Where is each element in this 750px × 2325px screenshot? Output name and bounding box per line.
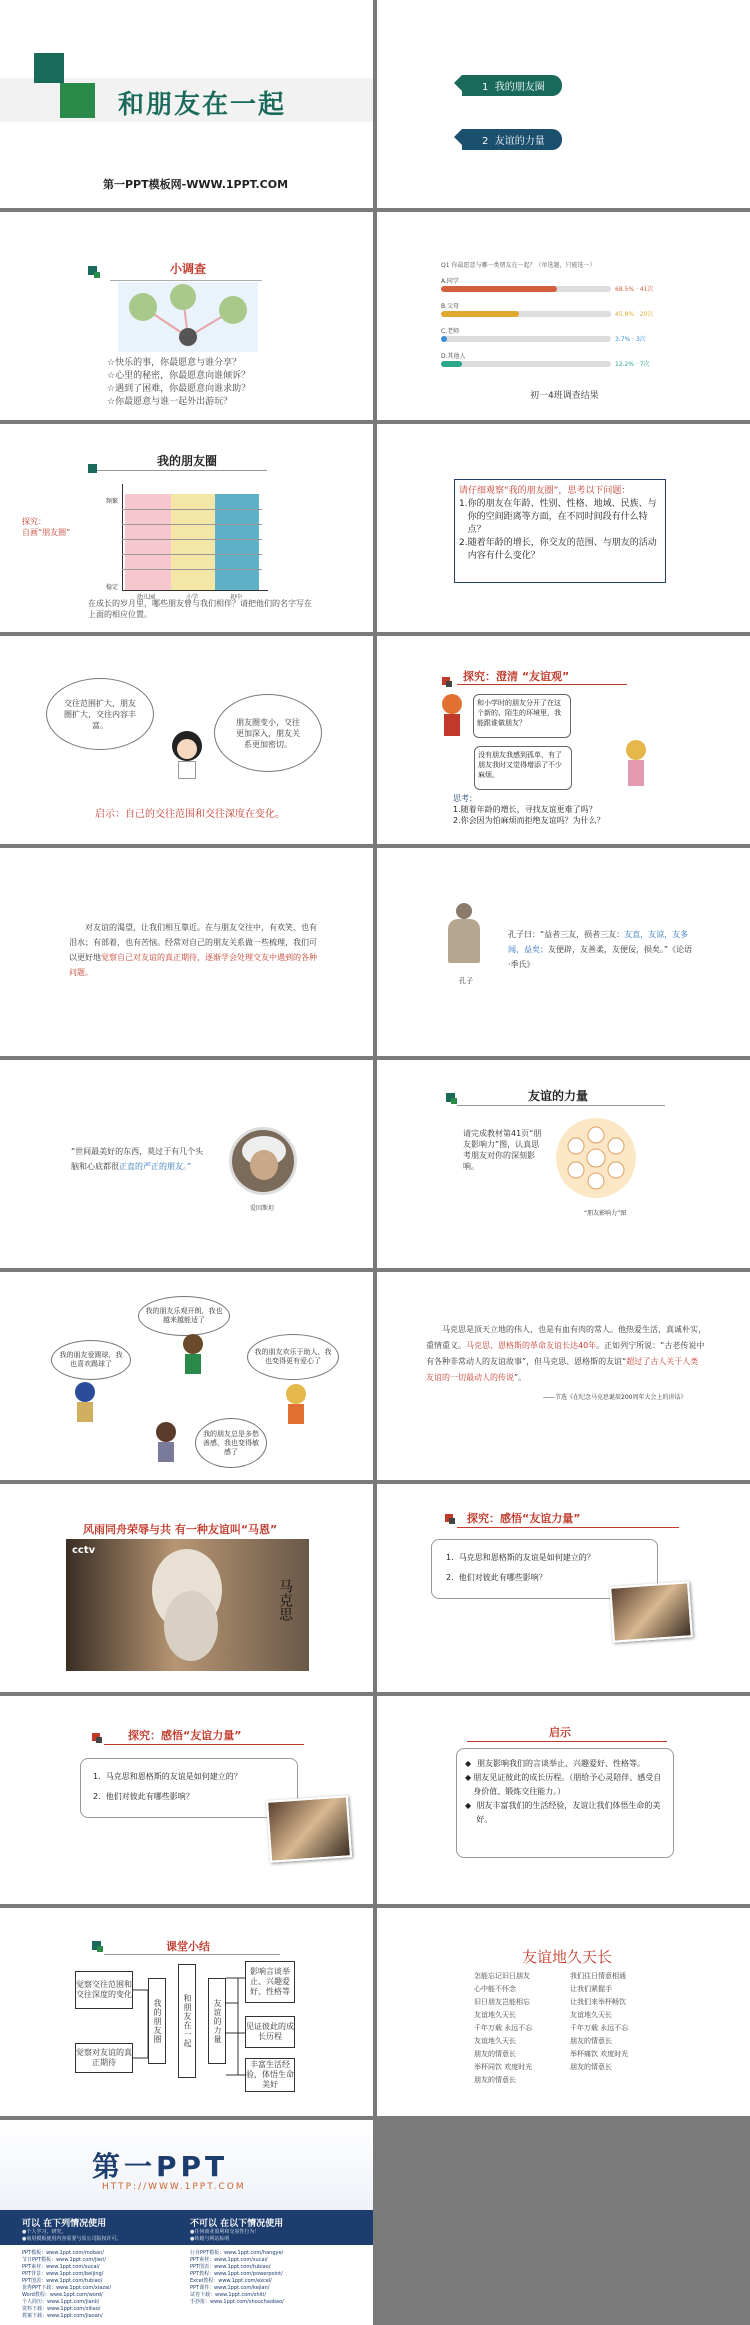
credits-links-left <box>22 2250 111 2320</box>
x-label-2: 小学 <box>186 594 199 601</box>
credits-url: HTTP://WWW.1PPT.COM <box>102 2182 246 2192</box>
song-line: 怎能忘记旧日朋友 <box>474 1972 530 1980</box>
slide1-footer: 第一PPT模板网-WWW.1PPT.COM <box>103 178 289 191</box>
song-line: 朋友的情意长 <box>570 2037 612 2045</box>
credit-link[interactable]: Excel教程：www.1ppt.com/excel/ <box>190 2278 272 2284</box>
bullet-square <box>88 464 97 473</box>
marx-hl2: 超过了古人关于人类友谊的一切最动人的传说 <box>426 1357 699 1382</box>
question-2: 随着年龄的增长，你交友的范围、与朋友的活动内容有什么变化？ <box>467 538 657 561</box>
credit-link[interactable]: 教案下载：www.1ppt.com/jiaoan/ <box>22 2313 103 2319</box>
bubble-2 <box>474 746 572 790</box>
song-line: 朋友的情意长 <box>474 2050 516 2058</box>
influence-petals-icon <box>556 1118 636 1198</box>
cctv-logo: cctv <box>72 1545 96 1556</box>
credit-link[interactable]: PPT素材：www.1ppt.com/sucai/ <box>22 2264 100 2270</box>
marx-engels-photo <box>609 1581 693 1642</box>
poll-option-label: A.同学 <box>441 278 459 285</box>
power-caption: “朋友影响力”图 <box>584 1210 627 1217</box>
poll-option-value: 3.7% · 3次 <box>615 336 646 343</box>
credit-link[interactable]: 手抄报：www.1ppt.com/shouchaobao/ <box>190 2299 284 2305</box>
slide-survey <box>0 212 373 420</box>
song-line: 举杯同饮 欢度时光 <box>474 2063 533 2071</box>
power-title: 友谊的力量 <box>528 1089 589 1103</box>
credit-link[interactable]: PPT课件：www.1ppt.com/kejian/ <box>190 2285 270 2291</box>
slide-feel-power <box>377 1484 750 1692</box>
marx-hl1: 马克思、恩格斯的革命友谊长达40年 <box>466 1341 597 1350</box>
summary-left-2 <box>75 2043 133 2073</box>
poll-option-value: 12.2% · 7次 <box>615 361 650 368</box>
friends-network-icon <box>118 282 258 352</box>
marx-p3: ”。 <box>514 1373 527 1382</box>
bubble-top <box>138 1296 230 1336</box>
feel2-q2: 他们对彼此有哪些影响？ <box>105 1792 194 1801</box>
credits-deny-2: ●转载与网站标明 <box>190 2236 230 2242</box>
summary-right-1-text: 影响言谈举止、兴趣爱好、性格等 <box>250 1967 290 1996</box>
toc-arrow-1 <box>454 75 462 91</box>
summary-left-1 <box>75 1971 133 2009</box>
grid-line <box>122 524 262 525</box>
insight-1: 朋友影响我们的言谈举止、兴趣爱好、性格等。 <box>477 1759 645 1768</box>
insight-3: 朋友丰富我们的生活经验，友谊让我们体悟生命的美好。 <box>476 1801 661 1824</box>
slide-confucius <box>377 848 750 1056</box>
summary-right-2-text: 见证彼此的成长历程 <box>246 2022 294 2041</box>
quote-part-1: 孔子曰：“益者三友，损者三友： <box>508 930 625 939</box>
poll-option-value: 45.8% · 20次 <box>615 311 654 318</box>
toc-num-2: 2 <box>482 136 489 147</box>
slide-toc <box>377 0 750 208</box>
survey-title-rule <box>110 280 262 281</box>
song-line: 朋友的情意长 <box>570 2063 612 2071</box>
toc-item-2[interactable] <box>462 129 562 150</box>
questions-box <box>454 479 666 583</box>
bullet-square-small <box>94 272 100 278</box>
kid-figure-icon <box>153 1422 179 1464</box>
slide-summary <box>0 1908 373 2116</box>
marx-engels-photo <box>266 1795 352 1863</box>
song-line: 旧日朋友岂能相忘 <box>474 1998 530 2006</box>
credits-deny-1: ●任何商业盈利和交易性行为！ <box>190 2229 260 2235</box>
toc-arrow-2 <box>454 129 462 145</box>
song-line: 友谊地久天长 <box>570 2011 612 2019</box>
summary-mid-3-text: 友谊的力量 <box>213 1998 222 2044</box>
insight-2: 朋友见证彼此的成长历程。（朋给予心灵陪伴、感受自身价值、锻炼交往能力。） <box>473 1773 662 1796</box>
insight-rule <box>467 1741 667 1742</box>
summary-title: 课堂小结 <box>166 1940 210 1953</box>
song-title: 友谊地久天长 <box>522 1948 613 1966</box>
credit-link[interactable]: 行业PPT模板：www.1ppt.com/hangye/ <box>190 2250 284 2256</box>
einstein-portrait <box>229 1127 297 1195</box>
slide-survey-result <box>377 212 750 420</box>
circle-title-rule <box>97 470 267 471</box>
feel-title: 探究：感悟“友谊力量” <box>467 1512 581 1525</box>
bullet-square-small <box>446 681 452 687</box>
song-right-column <box>570 1970 628 2074</box>
grid-line <box>122 569 262 570</box>
reflection-highlight: 觉察自己对友谊的真正期待，逐渐学会处理交友中遇到的各种问题。 <box>69 953 317 977</box>
credits-deny: 不可以 在以下情况使用 <box>190 2219 284 2229</box>
questions-list: 1. 你的朋友在年龄、性别、性格、地域、民族、与你的空间距离等方面，在不同时间段有什么特点？ 2. 随着年龄的增长，你交友的范围、与朋友的活动内容有什么变化？ <box>459 498 659 563</box>
toc-num-1: 1 <box>482 82 489 93</box>
summary-rule <box>104 1954 280 1955</box>
logo-square-a <box>34 53 64 83</box>
video-title: 风雨同舟荣辱与共 有一种友谊叫“马恩” <box>83 1523 278 1536</box>
y-label-top: 频繁 <box>106 498 119 505</box>
logo-square-b <box>60 83 95 118</box>
summary-right-1 <box>245 1961 295 2003</box>
slide-questions <box>377 424 750 632</box>
circle-title: 我的朋友圈 <box>157 454 218 468</box>
survey-q2: ☆心里的秘密，你最愿意向谁倾诉？ <box>107 371 251 381</box>
slide-auld-lang-syne <box>377 1908 750 2116</box>
bubble-bottom-text: 我的朋友总是多愁善感，我也变得敏感了 <box>203 1429 259 1456</box>
slide-influence <box>0 1272 373 1480</box>
side-note-1: 探究： <box>22 517 46 526</box>
survey-title: 小调查 <box>170 262 207 276</box>
feel2-q1: 马克思和恩格斯的友谊是如何建立的？ <box>105 1772 242 1781</box>
song-line: 朋友的情意长 <box>474 2076 516 2084</box>
summary-left-2-text: 觉察对友谊的真正期待 <box>76 2048 132 2067</box>
kid-figure-icon <box>283 1384 309 1426</box>
credits-links-right <box>190 2250 284 2306</box>
confucius-name: 孔子 <box>459 977 473 985</box>
credit-link[interactable]: PPT背景：www.1ppt.com/beijing/ <box>22 2271 104 2277</box>
view-rule <box>457 684 627 685</box>
survey-illustration <box>118 282 258 352</box>
credits-logo: 第一PPT <box>92 2150 229 2183</box>
slide-marx-video <box>0 1484 373 1692</box>
credits-bar <box>0 2210 373 2245</box>
power-rule <box>457 1105 665 1106</box>
video-caption: 马克思 <box>277 1579 293 1621</box>
questions-lead: 请仔细观察“我的朋友圈”，思考以下问题： <box>459 486 631 496</box>
slide-title <box>0 0 373 208</box>
bubble-2-text: 没有朋友我感到孤单，有了朋友我时又觉得增添了不少麻烦。 <box>478 751 562 779</box>
think-1: 1.随着年龄的增长，寻找友谊更难了吗？ <box>453 805 597 814</box>
poll-bar-track <box>441 361 611 367</box>
clouds-caption: 启示：自己的交往范围和交往深度在变化。 <box>95 809 285 820</box>
credit-link[interactable]: PPT教程：www.1ppt.com/powerpoint/ <box>190 2271 283 2277</box>
einstein-name: 爱因斯坦 <box>250 1205 275 1212</box>
insight-title: 启示 <box>549 1726 571 1739</box>
confucius-statue-icon <box>444 903 484 963</box>
poll-bar-fill <box>441 311 519 317</box>
marx-text <box>426 1322 706 1386</box>
feel2-rule <box>104 1744 304 1745</box>
kid-figure-icon <box>72 1382 98 1424</box>
credit-link[interactable]: PPT图表：www.1ppt.com/tubiao/ <box>22 2278 103 2284</box>
poll-bar-track <box>441 336 611 342</box>
credit-link[interactable]: 个人简历：www.1ppt.com/jianli/ <box>22 2299 100 2305</box>
feel2-box: 1. 马克思和恩格斯的友谊是如何建立的？ 2. 他们对彼此有哪些影响？ <box>80 1758 298 1818</box>
cloud-right-text: 朋友圈变小，交往更加深入，朋友关系更加密切。 <box>236 717 300 749</box>
grid-line <box>122 539 262 540</box>
bullet-square-small <box>449 1518 455 1524</box>
cloud-left <box>46 678 154 750</box>
y-label-bottom: 稳定 <box>106 584 119 591</box>
summary-right-3-text: 丰富生活经验，体悟生命美好 <box>246 2060 294 2089</box>
summary-right-3 <box>245 2058 295 2092</box>
quote-part-2: 友直，友谅，友多闻，益矣； <box>508 930 689 954</box>
think-2: 2.你会因为怕麻烦而拒绝友谊吗？为什么？ <box>453 816 605 825</box>
slide-friend-circle <box>0 424 373 632</box>
einstein-quote-2: 正直的严正的朋友。” <box>119 1162 192 1171</box>
marx-p2: 。正如列宁所说：“古老传说中有各种非常动人的友谊故事”，但马克思、恩格斯的友谊“ <box>426 1341 705 1366</box>
x-label-3: 初中 <box>230 594 243 601</box>
slide-einstein <box>0 1060 373 1268</box>
circle-caption <box>88 598 358 620</box>
summary-mid-1-text: 我的朋友圈 <box>153 1998 162 2044</box>
toc-item-1[interactable] <box>462 75 562 96</box>
song-line: 友谊地久天长 <box>474 2011 516 2019</box>
insight-box: ◆ 朋友影响我们的言谈举止、兴趣爱好、性格等。 ◆ 朋友见证彼此的成长历程。（朋给予心灵陪伴、感受自身价值、锻炼交往能力。） ◆ 朋友丰富我们的生活经验，友谊让我们体悟生命的美好。 <box>456 1748 674 1858</box>
quote-part-3: 友便辟，友善柔，友便佞，损矣。”《论语·季氏》 <box>508 945 693 969</box>
poll-option-label: C.老师 <box>441 328 460 335</box>
credit-link[interactable]: PPT模板：www.1ppt.com/moban/ <box>22 2250 104 2256</box>
credit-link[interactable]: 优秀PPT下载：www.1ppt.com/xiazai/ <box>22 2285 112 2291</box>
confucius-quote <box>508 927 693 972</box>
marx-video-frame[interactable] <box>66 1539 309 1671</box>
song-line: 举杯痛饮 欢度时光 <box>570 2050 629 2058</box>
poll-caption: 初一4班调查结果 <box>530 391 599 401</box>
credit-link[interactable]: PPT图表：www.1ppt.com/tubiao/ <box>190 2264 271 2270</box>
power-text: 请完成教材第41页“朋友影响力”图，认真思考朋友对你的深刻影响。 <box>463 1129 542 1171</box>
cloud-left-text: 交往范围扩大，朋友圈扩大，交往内容丰富。 <box>64 698 136 730</box>
summary-connectors <box>133 1963 245 2093</box>
feel-box: 1. 马克思和恩格斯的友谊是如何建立的？ 2. 他们对彼此有哪些影响？ <box>431 1539 658 1599</box>
bubble-bottom <box>195 1418 267 1468</box>
credit-link[interactable]: PPT素材：www.1ppt.com/sucai/ <box>190 2257 268 2263</box>
song-left-column <box>474 1970 532 2087</box>
marx-p1: 马克思是顶天立地的伟人，也是有血有肉的常人。他热爱生活，真诚朴实，重情重义。 <box>426 1325 706 1350</box>
poll-question: Q1 你最愿意与哪一类朋友在一起？（单选题，只能选一） <box>441 262 596 269</box>
poll-bar-fill <box>441 286 557 292</box>
toc-label-2: 友谊的力量 <box>494 136 545 147</box>
grid-line <box>122 509 262 510</box>
summary-left-1-text: 觉察交往范围和交往深度的变化 <box>76 1980 132 1999</box>
credits-allow: 可以 在下列情况使用 <box>22 2219 107 2229</box>
bubble-right <box>247 1334 339 1380</box>
slide-credits <box>0 2120 373 2325</box>
reflection-text <box>69 920 319 980</box>
survey-questions <box>107 357 307 409</box>
song-line: 我们往日情意相通 <box>570 1972 626 1980</box>
feel-q2: 他们对彼此有哪些影响？ <box>458 1573 547 1582</box>
poll-option-value: 68.5% · 41次 <box>615 286 654 293</box>
slide-insight <box>377 1696 750 1904</box>
feel-rule <box>457 1527 679 1528</box>
survey-q4: ☆你最愿意与谁一起外出游玩？ <box>107 397 233 407</box>
credit-link[interactable]: 资料下载：www.1ppt.com/ziliao/ <box>22 2306 101 2312</box>
poll-option-label: B.父母 <box>441 303 460 310</box>
song-line: 千年万载 永远不忘 <box>570 2024 629 2032</box>
song-line: 让我们来举杯畅饮 <box>570 1998 626 2006</box>
bubble-1-text: 和小学时的朋友分开了在这个新的、陌生的环境里，我能跟谁做朋友？ <box>477 699 561 727</box>
cloud-right <box>214 694 322 772</box>
survey-q1: ☆快乐的事，你最愿意与谁分享？ <box>107 358 242 368</box>
bullet-square-small <box>451 1098 457 1104</box>
slide1-title: 和朋友在一起 <box>118 90 287 120</box>
think-block <box>453 793 605 826</box>
toc-label-1: 我的朋友圈 <box>494 82 545 93</box>
think-label: 思考： <box>453 794 477 803</box>
credit-link[interactable]: 试卷下载：www.1ppt.com/shiti/ <box>190 2292 267 2298</box>
side-note-2: 自画“朋友圈” <box>22 528 71 537</box>
slide-clouds <box>0 636 373 844</box>
slide-reflection <box>0 848 373 1056</box>
bubble-top-text: 我的朋友乐观开朗，我也越来越能适了 <box>145 1307 223 1324</box>
song-line: 让我们紧握手 <box>570 1985 612 1993</box>
boy-figure-icon <box>439 694 465 738</box>
circle-caption-2: 上面的相应位置。 <box>88 610 152 619</box>
credit-link[interactable]: 节日PPT模板：www.1ppt.com/jieri/ <box>22 2257 106 2263</box>
question-1: 你的朋友在年龄、性别、性格、地域、民族、与你的空间距离等方面，在不同时间段有什么特点？ <box>467 499 657 535</box>
x-axis <box>122 590 268 591</box>
marx-source: ——节选《在纪念马克思诞辰200周年大会上的讲话》 <box>543 1394 687 1401</box>
song-line: 心中能不怀念 <box>474 1985 516 1993</box>
bubble-1 <box>473 694 571 738</box>
einstein-quote <box>71 1144 211 1174</box>
survey-q3: ☆遇到了困难，你最愿意向谁求助？ <box>107 384 251 394</box>
side-note <box>22 516 70 538</box>
credit-link[interactable]: Word教程：www.1ppt.com/word/ <box>22 2292 103 2298</box>
x-label-1: 幼儿园 <box>137 594 156 601</box>
song-line: 千年万载 永远不忘 <box>474 2024 533 2032</box>
grid-line <box>122 554 262 555</box>
girl-figure-icon <box>622 740 650 790</box>
slide-friendship-view <box>377 636 750 844</box>
poll-option-label: D.其他人 <box>441 353 466 360</box>
bubble-left-text: 我的朋友爱踢球，我也喜欢踢球了 <box>59 1351 123 1368</box>
bullet-square-small <box>96 1737 102 1743</box>
bullet-square-small <box>97 1946 103 1952</box>
girl-figure-icon <box>170 731 204 779</box>
summary-right-2 <box>245 2016 295 2048</box>
bubble-left <box>51 1340 131 1380</box>
feel-q1: 马克思和恩格斯的友谊是如何建立的？ <box>458 1553 595 1562</box>
poll-bar-fill <box>441 361 462 367</box>
slide-power <box>377 1060 750 1268</box>
credits-allow-2: ●商用模板使用内容需要与原公司版权许可。 <box>22 2236 122 2242</box>
credits-allow-1: ●个人学习、研究。 <box>22 2229 67 2235</box>
bubble-right-text: 我的朋友欢乐于助人，我也变得更有爱心了 <box>254 1348 332 1365</box>
song-line: 友谊地久天长 <box>474 2037 516 2045</box>
influence-diagram <box>556 1118 636 1198</box>
slide-feel-power-2 <box>0 1696 373 1904</box>
view-title: 探究：澄清 “友谊观” <box>463 670 570 683</box>
feel2-title: 探究：感悟“友谊力量” <box>128 1729 242 1742</box>
circle-caption-1: 在成长的岁月里，哪些朋友曾与我们相伴？请把他们的名字写在 <box>88 599 312 608</box>
slide-marx-engels <box>377 1272 750 1480</box>
summary-mid-2-text: 和朋友在一起 <box>183 1994 192 2048</box>
kid-figure-icon <box>180 1334 206 1376</box>
reflection-p1: 对友谊的渴望，让我们相互靠近。在与朋友交往中，有欢笑、也有泪水；有部着，也有苦恼。经常对自己的朋友关系做一些梳理，我们可以更好地 <box>69 923 317 962</box>
einstein-quote-1: “世间最美好的东西，莫过于有几个头脑和心底都很 <box>71 1147 204 1171</box>
y-axis <box>122 484 123 590</box>
